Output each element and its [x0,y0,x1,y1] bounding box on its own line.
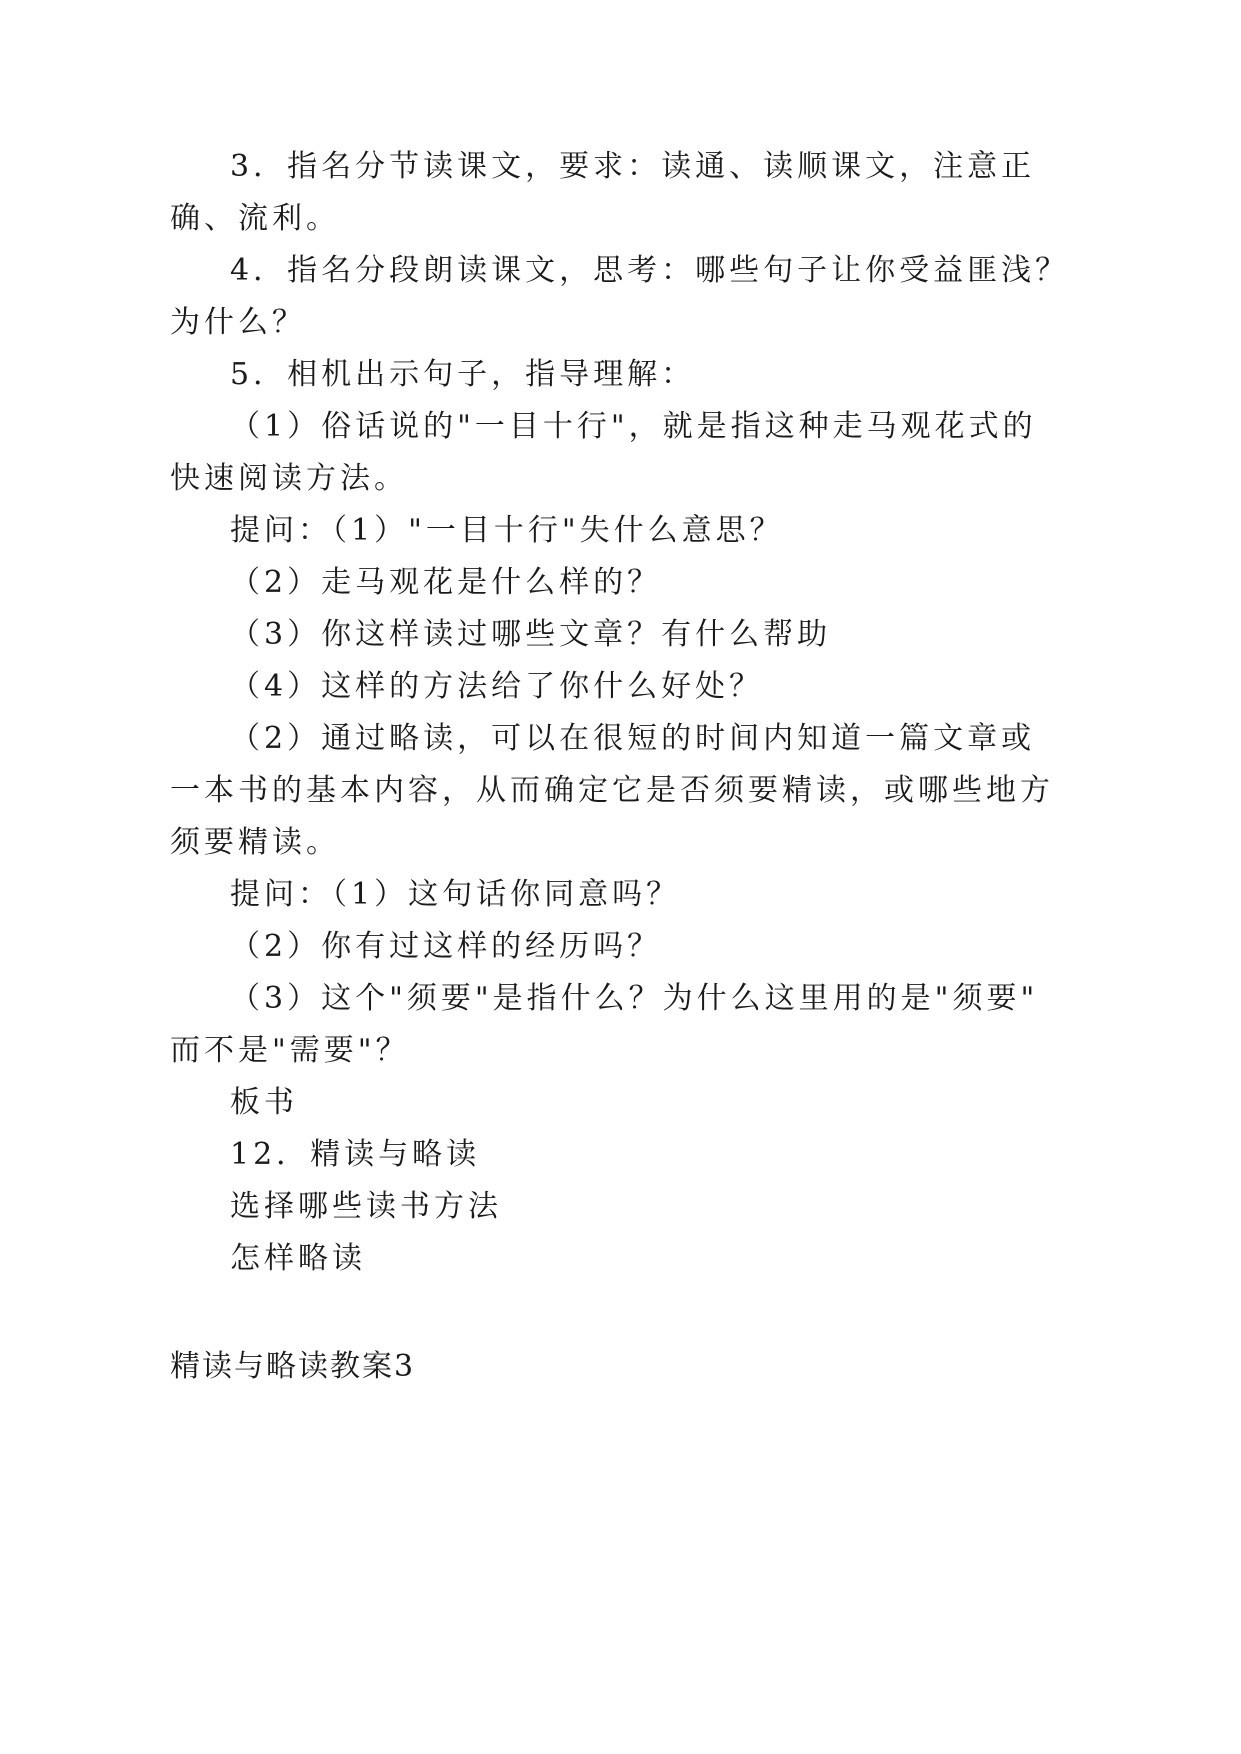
paragraph-line: 板书 [230,1085,298,1120]
paragraph-line: 确、流利。 [170,201,340,236]
paragraph-line: 4．指名分段朗读课文，思考：哪些句子让你受益匪浅？ [230,253,1070,288]
paragraph-line: （2）你有过这样的经历吗？ [230,929,662,964]
paragraph-line: 快速阅读方法。 [170,461,408,496]
paragraph-line: （2）通过略读，可以在很短的时间内知道一篇文章或 [230,721,1036,756]
paragraph-line: 怎样略读 [230,1241,366,1276]
paragraph-line: 提问：（1）这句话你同意吗？ [230,877,681,912]
section-title: 精读与略读教案3 [170,1349,416,1384]
paragraph-line: 为什么？ [170,305,306,340]
paragraph-line: 12．精读与略读 [230,1137,481,1172]
paragraph-line: 须要精读。 [170,825,340,860]
paragraph-line: 而不是"需要"？ [170,1033,410,1068]
paragraph-line: 选择哪些读书方法 [230,1189,502,1224]
paragraph-line: （1）俗话说的"一目十行"，就是指这种走马观花式的 [230,409,1037,444]
paragraph-line: （2）走马观花是什么样的？ [230,565,662,600]
paragraph-line: 5．相机出示句子，指导理解： [230,357,696,392]
paragraph-line: 3．指名分节读课文，要求：读通、读顺课文，注意正 [230,149,1036,184]
paragraph-line: （3）你这样读过哪些文章？有什么帮助 [230,617,832,652]
paragraph-line: （3）这个"须要"是指什么？为什么这里用的是"须要" [230,981,1039,1016]
paragraph-line: 一本书的基本内容，从而确定它是否须要精读，或哪些地方 [170,773,1054,808]
paragraph-line: 提问：（1）"一目十行"失什么意思？ [230,513,784,548]
paragraph-line: （4）这样的方法给了你什么好处？ [230,669,764,704]
